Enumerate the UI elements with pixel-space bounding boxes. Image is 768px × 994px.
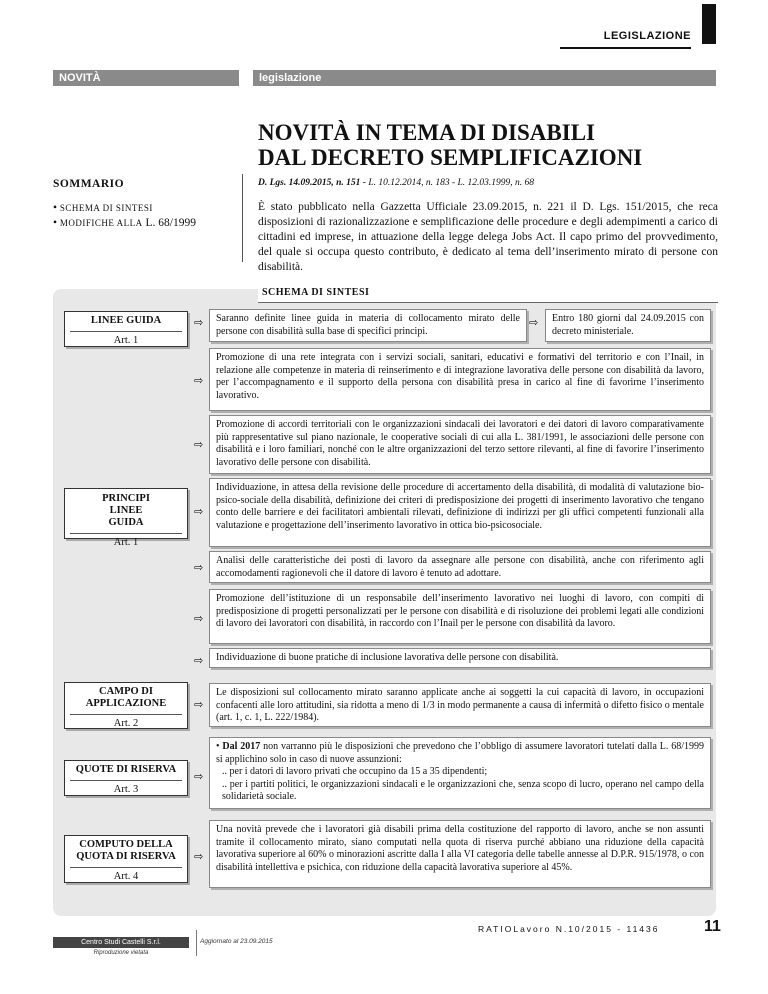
sommario-item[interactable]: • MODIFICHE ALLA L. 68/1999 [53, 217, 197, 229]
quote-intro: • Dal 2017 non varranno più le disposizioni che prevedono che l’obbligo di assumere lavoratori tutelati dalla L. 68/1999 si applichino solo in caso di nuove assunzioni: [216, 741, 704, 765]
reproduction-note: Riproduzione vietata [93, 950, 149, 956]
references-main: D. Lgs. 14.09.2015, n. 151 - [258, 178, 369, 188]
quote-item: .. per i datori di lavoro privati che occupino da 15 a 35 dipendenti; [222, 766, 488, 777]
update-date: Aggiornato al 23.09.2015 [200, 938, 273, 945]
footer-divider [196, 930, 197, 956]
principio-item: Individuazione di buone pratiche di inclusione lavorativa delle persone con disabilità. [209, 648, 711, 668]
article-title [258, 120, 718, 170]
principio-item: Promozione di accordi territoriali con le organizzazioni sindacali dei lavoratori e dei datori di lavoro comparativamente più rappresentative sul piano nazionale, le cooperative sociali di cui alla L. 381/1991, le associazioni delle persone con disabilità e i loro familiari, nonché con le altre organizzazioni del terzo settore rilevanti, al fine di favorire l’inserimento lavorativo delle persone con disabilità. [209, 415, 711, 474]
arrow-icon: ⇨ [194, 698, 204, 711]
title-line-1: NOVITÀ IN TEMA DI DISABILI [258, 120, 595, 145]
section-tab-marker [702, 4, 716, 44]
arrow-icon: ⇨ [194, 850, 204, 863]
principio-item: Promozione dell’istituzione di un responsabile dell’inserimento lavorativo nei luoghi di lavoro, con compiti di predisposizione di progetti personalizzati per le persone con disabilità e di risoluzione dei problemi legati alle condizioni di lavoro dei lavoratori con disabilità, in raccordo con l’Inail per le persone con disabilità da lavoro. [209, 589, 711, 644]
page-number: 11 [704, 918, 721, 935]
references-rest: L. 10.12.2014, n. 183 - L. 12.03.1999, n. 68 [368, 178, 535, 188]
sommario-list [53, 201, 196, 231]
sommario-title: SOMMARIO [53, 178, 125, 190]
arrow-icon: ⇨ [194, 316, 204, 329]
label-computo-quota: COMPUTO DELLA QUOTA DI RISERVA Art. 4 [64, 835, 188, 883]
label-principi-linee-guida: PRINCIPI LINEE GUIDA Art. 1 [64, 488, 188, 539]
arrow-icon: ⇨ [194, 561, 204, 574]
category-bar-novita: NOVITÀ [53, 70, 239, 86]
principio-item: Promozione di una rete integrata con i servizi sociali, sanitari, educativi e formativi del territorio e con l’Inail, in relazione alle competenze in materia di reinserimento e di integrazione lavorativa delle persone con disabilità da lavoro, per l’accompagnamento e il supporto della persona con disabilità presa in carico al fine di favorirne l’inserimento lavorativo. [209, 348, 711, 411]
arrow-icon: ⇨ [194, 612, 204, 625]
arrow-icon: ⇨ [194, 770, 204, 783]
section-label: LEGISLAZIONE [603, 30, 691, 42]
label-campo-applicazione: CAMPO DI APPLICAZIONE Art. 2 [64, 682, 188, 729]
principio-item: Individuazione, in attesa della revisione delle procedure di accertamento della disabilità, di modalità di valutazione bio-psico-sociale della disabilità, definizione dei criteri di predisposizione dei progetti di inserimento lavorativo che tengano conto delle barriere e dei facilitatori ambientali rilevati, definizione di indirizzi per gli uffici competenti funzionali alla valutazione e progettazione dell’inserimento lavorativo in ottica bio-psicosociale. [209, 478, 711, 547]
section-rule [560, 47, 691, 49]
quote-di-riserva-text [209, 737, 711, 809]
linee-guida-deadline: Entro 180 giorni dal 24.09.2015 con decreto ministeriale. [545, 309, 711, 342]
column-divider [242, 174, 243, 262]
category-bar-legislazione: legislazione [253, 70, 716, 86]
schema-title: SCHEMA DI SINTESI [258, 283, 718, 303]
arrow-icon: ⇨ [194, 654, 204, 667]
arrow-icon: ⇨ [529, 316, 539, 329]
article-references [258, 178, 718, 188]
sommario-item[interactable]: • SCHEMA DI SINTESI [53, 202, 153, 214]
linee-guida-text: Saranno definite linee guida in materia di collocamento mirato delle persone con disabilità sulla base di specifici principi. [209, 309, 527, 342]
label-linee-guida: LINEE GUIDA Art. 1 [64, 311, 188, 347]
article-intro: È stato pubblicato nella Gazzetta Ufficiale 23.09.2015, n. 221 il D. Lgs. 151/2015, che reca disposizioni di razionalizzazione e semplificazione delle procedure e degli adempimenti a carico di cittadini ed imprese, in attuazione della legge delega Jobs Act. Il capo primo del provvedimento, del quale si occupa questo contributo, è dedicato al tema dell’inserimento mirato di persone con disabilità. [258, 201, 718, 273]
title-line-2: DAL DECRETO SEMPLIFICAZIONI [258, 145, 643, 170]
arrow-icon: ⇨ [194, 438, 204, 451]
campo-applicazione-text: Le disposizioni sul collocamento mirato saranno applicate anche ai soggetti la cui capacità di lavoro, in occupazioni confacenti alle loro attitudini, sia ridotta a meno di 1/3 in modo permanente a causa di infermità o difetto fisico o mentale (art. 1, c. 1, L. 222/1984). [209, 683, 711, 727]
quote-item: .. per i partiti politici, le organizzazioni sindacali e le organizzazioni che, senza scopo di lucro, operano nel campo della solidarietà sociale. [222, 778, 704, 802]
arrow-icon: ⇨ [194, 374, 204, 387]
arrow-icon: ⇨ [194, 505, 204, 518]
computo-quota-text: Una novità prevede che i lavoratori già disabili prima della costituzione del rapporto di lavoro, anche se non assunti tramite il collocamento mirato, siano computati nella quota di riserva purché abbiano una riduzione della capacità lavorativa superiore al 60% o minorazioni ascritte dalla I alla VI categoria delle tabelle annesse al D.P.R. 915/1978, o con disabilità intellettiva e psichica, con riduzione della capacità lavorativa superiore al 45%. [209, 820, 711, 888]
principio-item: Analisi delle caratteristiche dei posti di lavoro da assegnare alle persone con disabilità, anche con riferimento agli accomodamenti ragionevoli che il datore di lavoro è tenuto ad adottare. [209, 551, 711, 583]
publication-info: RATIOLavoro N.10/2015 - 11436 [478, 924, 660, 934]
publisher-brand: Centro Studi Castelli S.r.l. [53, 937, 189, 948]
label-quote-di-riserva: QUOTE DI RISERVA Art. 3 [64, 760, 188, 796]
